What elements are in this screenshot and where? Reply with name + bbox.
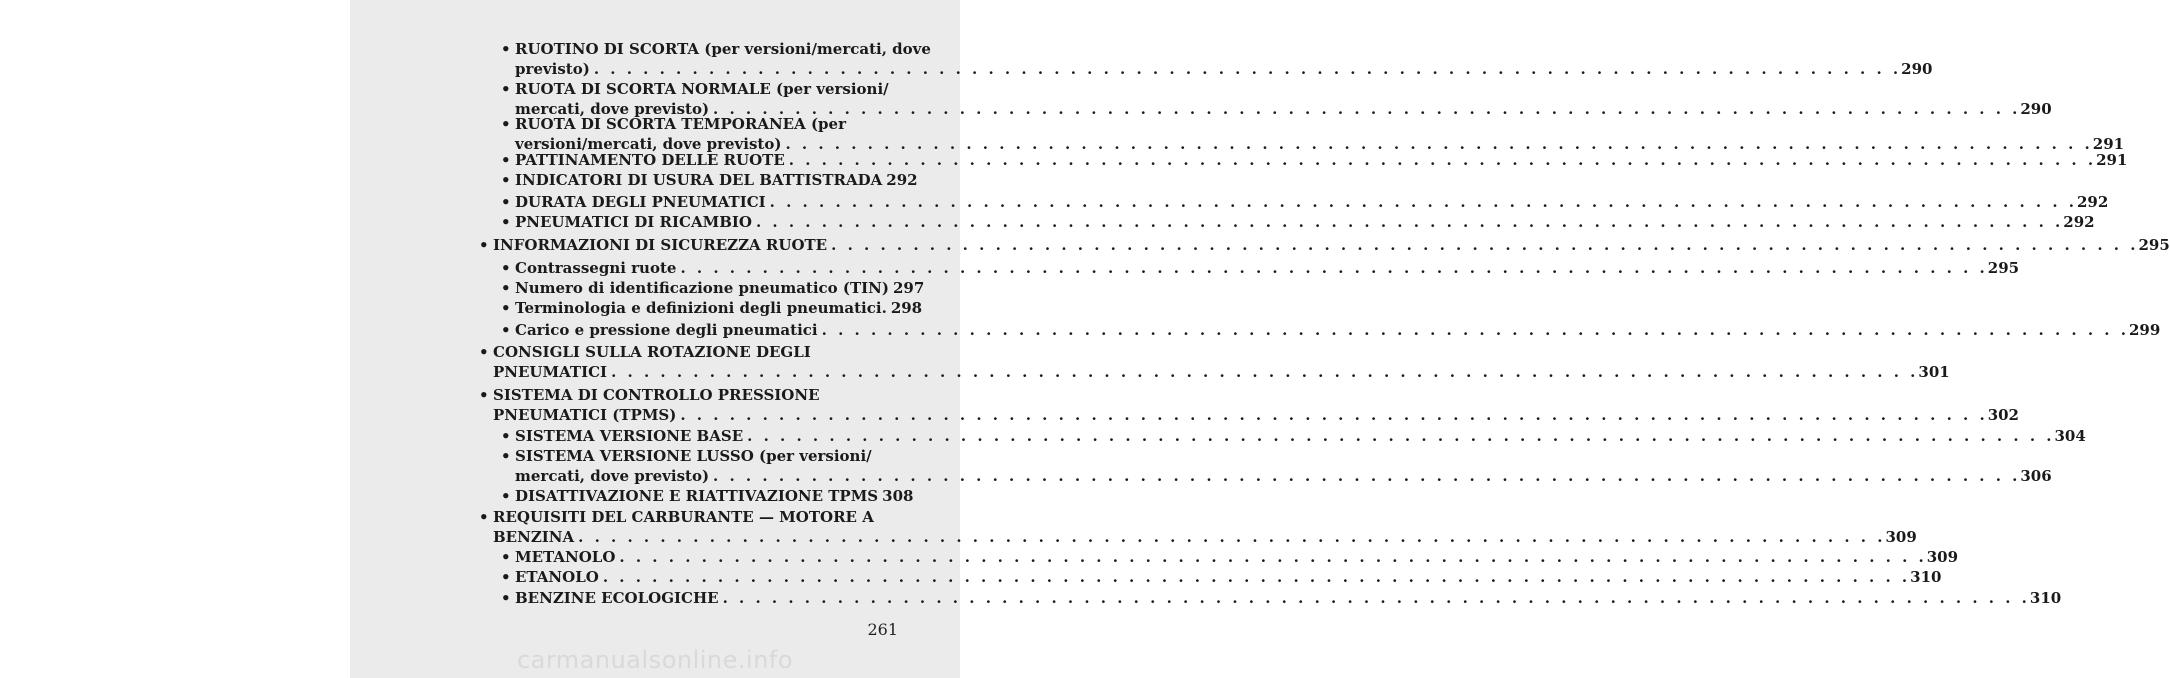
toc-entry[interactable] <box>501 170 918 190</box>
bullet-icon: • <box>501 589 511 607</box>
bullet-icon: • <box>479 236 489 254</box>
toc-entry-title: INFORMAZIONI DI SICUREZZA RUOTE <box>493 236 828 254</box>
toc-entry-title: RUOTA DI SCORTA NORMALE (per versioni/ <box>515 80 889 98</box>
bullet-icon: • <box>501 193 511 211</box>
toc-entry[interactable] <box>501 567 1942 587</box>
toc-page-number: 297 <box>893 279 925 297</box>
leader-dots: . . . . . . . . . . . . . . . . . . . . . . . . . . . . . . . . . . . . . . . . . . . . . . . . . . . . . . . . . . . . . . . . . . . . . . . . . . . . . . . . <box>747 427 2055 445</box>
bullet-icon: • <box>501 447 511 465</box>
manual-page <box>350 0 2170 678</box>
toc-page-number: 290 <box>2020 100 2052 118</box>
toc-entry-title: PATTINAMENTO DELLE RUOTE <box>515 151 785 169</box>
leader-dots: . . . . . . . . . . . . . . . . . . . . . . . . . . . . . . . . . . . . . . . . . . . . . . . . . . . . . . . . . . . . . . . . . . . . . . . . . . . . . . . . <box>713 467 2021 485</box>
leader-dots: . . . . . . . . . . . . . . . . . . . . . . . . . . . . . . . . . . . . . . . . . . . . . . . . . . . . . . . . . . . . . . . . . . . . . . . . . . . . . . . . <box>593 60 1902 78</box>
toc-entry[interactable] <box>501 426 2086 446</box>
toc-page-number: 301 <box>1918 363 1950 381</box>
bullet-icon: • <box>479 508 489 526</box>
leader-dots: . . . . . . . . . . . . . . . . . . . . . . . . . . . . . . . . . . . . . . . . . . . . . . . . . . . . . . . . . . . . . . . . . . . . . . . . . . . . . . . . <box>785 135 2093 153</box>
toc-page-number: 310 <box>1910 568 1942 586</box>
toc-entry-title: RUOTA DI SCORTA TEMPORANEA (per <box>515 115 846 133</box>
bullet-icon: • <box>501 299 511 317</box>
toc-entry[interactable] <box>501 486 914 506</box>
toc-entry-title: Carico e pressione degli pneumatici <box>515 321 818 339</box>
toc-page-number: 291 <box>2092 135 2125 153</box>
toc-entry-title: PNEUMATICI DI RICAMBIO <box>515 213 752 231</box>
toc-page-number: 309 <box>1926 548 1959 566</box>
table-of-contents <box>350 0 2170 678</box>
watermark: carmanualsonline.info <box>516 646 794 674</box>
toc-entry-title: mercati, dove previsto) <box>515 467 710 485</box>
toc-page-number: 306 <box>2020 467 2052 485</box>
toc-entry-title: BENZINA <box>493 528 575 546</box>
toc-entry[interactable] <box>501 278 925 298</box>
toc-page-number: 291 <box>2096 151 2128 169</box>
bullet-icon: • <box>501 115 511 133</box>
toc-entry[interactable] <box>501 547 1959 567</box>
bullet-icon: • <box>501 279 511 297</box>
bullet-icon: • <box>501 171 511 189</box>
bullet-icon: • <box>501 568 511 586</box>
toc-entry-title: PNEUMATICI <box>493 363 608 381</box>
bullet-icon: • <box>479 386 489 404</box>
bullet-icon: • <box>501 548 511 566</box>
toc-entry-title: SISTEMA VERSIONE LUSSO (per versioni/ <box>515 447 872 465</box>
toc-entry-title: RUOTINO DI SCORTA (per versioni/mercati, dove <box>515 40 931 58</box>
toc-page-number: 292 <box>2063 213 2095 231</box>
toc-entry-title: Terminologia e definizioni degli pneumatici. <box>515 299 887 317</box>
bullet-icon: • <box>501 259 511 277</box>
toc-entry[interactable] <box>501 258 2020 278</box>
leader-dots: . . . . . . . . . . . . . . . . . . . . . . . . . . . . . . . . . . . . . . . . . . . . . . . . . . . . . . . . . . . . . . . . . . . . . . . . . . . . . . . . <box>602 568 1911 586</box>
leader-dots: . . . . . . . . . . . . . . . . . . . . . . . . . . . . . . . . . . . . . . . . . . . . . . . . . . . . . . . . . . . . . . . . . . . . . . . . . . . . . . . . <box>578 528 1886 546</box>
toc-entry-title: INDICATORI DI USURA DEL BATTISTRADA <box>515 171 883 189</box>
toc-page-number: 298 <box>890 299 923 317</box>
toc-page-number: 299 <box>2128 321 2161 339</box>
toc-entry-title: Numero di identificazione pneumatico (TIN) <box>515 279 889 297</box>
leader-dots: . . . . . . . . . . . . . . . . . . . . . . . . . . . . . . . . . . . . . . . . . . . . . . . . . . . . . . . . . . . . . . . . . . . . . . . . . . . . . . . . <box>769 193 2077 211</box>
toc-entry[interactable] <box>479 342 1950 382</box>
blank-left-margin <box>0 0 350 678</box>
toc-page-number: 292 <box>886 171 918 189</box>
toc-page-number: 295 <box>2138 236 2170 254</box>
toc-entry-title: previsto) <box>515 60 590 78</box>
leader-dots: . . . . . . . . . . . . . . . . . . . . . . . . . . . . . . . . . . . . . . . . . . . . . . . . . . . . . . . . . . . . . . . . . . . . . . . . . . . . . . . . <box>821 321 2129 339</box>
toc-entry-title: BENZINE ECOLOGICHE <box>515 589 719 607</box>
toc-entry[interactable] <box>501 114 2125 154</box>
toc-entry-title: mercati, dove previsto) <box>515 100 710 118</box>
bullet-icon: • <box>501 213 511 231</box>
toc-entry[interactable] <box>479 507 1917 547</box>
toc-entry-title: ETANOLO <box>515 568 599 586</box>
toc-entry[interactable] <box>501 320 2161 340</box>
toc-page-number: 309 <box>1885 528 1917 546</box>
toc-entry-title: DURATA DEGLI PNEUMATICI <box>515 193 766 211</box>
bullet-icon: • <box>501 151 511 169</box>
toc-entry-title: Contrassegni ruote <box>515 259 677 277</box>
toc-entry[interactable] <box>501 588 2062 608</box>
toc-page-number: 304 <box>2054 427 2086 445</box>
toc-entry-title: REQUISITI DEL CARBURANTE — MOTORE A <box>493 508 874 526</box>
bullet-icon: • <box>501 487 511 505</box>
toc-entry-title: SISTEMA VERSIONE BASE <box>515 427 744 445</box>
toc-entry[interactable] <box>501 79 2052 119</box>
leader-dots: . . . . . . . . . . . . . . . . . . . . . . . . . . . . . . . . . . . . . . . . . . . . . . . . . . . . . . . . . . . . . . . . . . . . . . . . . . . . . . . . <box>680 406 1988 424</box>
toc-entry[interactable] <box>501 446 2052 486</box>
toc-entry[interactable] <box>479 385 2019 425</box>
bullet-icon: • <box>479 343 489 361</box>
bullet-icon: • <box>501 321 511 339</box>
toc-page-number: 295 <box>1987 259 2020 277</box>
toc-entry-title: versioni/mercati, dove previsto) <box>515 135 782 153</box>
bullet-icon: • <box>501 427 511 445</box>
leader-dots: . . . . . . . . . . . . . . . . . . . . . . . . . . . . . . . . . . . . . . . . . . . . . . . . . . . . . . . . . . . . . . . . . . . . . . . . . . . . . . . . <box>611 363 1919 381</box>
leader-dots: . . . . . . . . . . . . . . . . . . . . . . . . . . . . . . . . . . . . . . . . . . . . . . . . . . . . . . . . . . . . . . . . . . . . . . . . . . . . . . . . <box>713 100 2021 118</box>
toc-page-number: 290 <box>1901 60 1933 78</box>
toc-entry[interactable] <box>501 212 2095 232</box>
leader-dots: . . . . . . . . . . . . . . . . . . . . . . . . . . . . . . . . . . . . . . . . . . . . . . . . . . . . . . . . . . . . . . . . . . . . . . . . . . . . . . . . <box>788 151 2097 169</box>
toc-entry[interactable] <box>501 298 923 318</box>
toc-entry-title: CONSIGLI SULLA ROTAZIONE DEGLI <box>493 343 811 361</box>
bullet-icon: • <box>501 40 511 58</box>
toc-page-number: 308 <box>882 487 914 505</box>
toc-entry-title: PNEUMATICI (TPMS) <box>493 406 677 424</box>
leader-dots: . . . . . . . . . . . . . . . . . . . . . . . . . . . . . . . . . . . . . . . . . . . . . . . . . . . . . . . . . . . . . . . . . . . . . . . . . . . . . . . . <box>680 259 1988 277</box>
leader-dots: . . . . . . . . . . . . . . . . . . . . . . . . . . . . . . . . . . . . . . . . . . . . . . . . . . . . . . . . . . . . . . . . . . . . . . . . . . . . . . . . <box>619 548 1927 566</box>
bullet-icon: • <box>501 80 511 98</box>
page-number: 261 <box>867 620 898 639</box>
leader-dots: . . . . . . . . . . . . . . . . . . . . . . . . . . . . . . . . . . . . . . . . . . . . . . . . . . . . . . . . . . . . . . . . . . . . . . . . . . . . . . . . <box>722 589 2030 607</box>
toc-entry[interactable] <box>501 150 2128 170</box>
toc-page-number: 310 <box>2029 589 2062 607</box>
toc-page-number: 292 <box>2077 193 2109 211</box>
leader-dots: . . . . . . . . . . . . . . . . . . . . . . . . . . . . . . . . . . . . . . . . . . . . . . . . . . . . . . . . . . . . . . . . . . . . . . . . . . . . . . . . <box>755 213 2064 231</box>
toc-entry-title: METANOLO <box>515 548 616 566</box>
toc-entry[interactable] <box>501 192 2109 212</box>
toc-entry-title: DISATTIVAZIONE E RIATTIVAZIONE TPMS <box>515 487 879 505</box>
leader-dots: . . . . . . . . . . . . . . . . . . . . . . . . . . . . . . . . . . . . . . . . . . . . . . . . . . . . . . . . . . . . . . . . . . . . . . . . . . . . . . . . <box>831 236 2139 254</box>
toc-entry[interactable] <box>479 235 2170 255</box>
toc-page-number: 302 <box>1987 406 2019 424</box>
toc-entry-title: SISTEMA DI CONTROLLO PRESSIONE <box>493 386 820 404</box>
toc-entry[interactable] <box>501 39 1933 79</box>
